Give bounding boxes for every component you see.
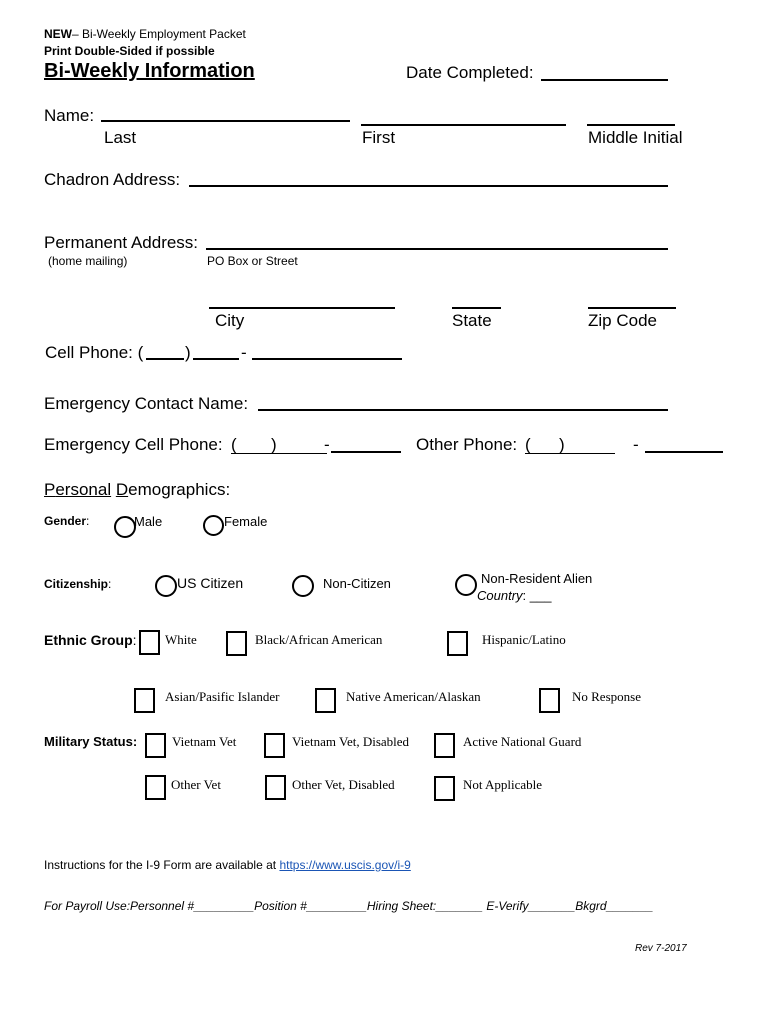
revision-note: Rev 7-2017 xyxy=(635,943,687,954)
i9-link[interactable]: https://www.uscis.gov/i-9 xyxy=(279,858,411,872)
gender-label: Gender: xyxy=(44,514,90,528)
country-label: Country: ___ xyxy=(477,588,552,603)
cell-prefix-field[interactable] xyxy=(193,358,239,360)
chadron-address-field[interactable] xyxy=(189,185,668,187)
state-field[interactable] xyxy=(452,307,501,309)
military-status-label: Military Status: xyxy=(44,734,138,749)
ethnic-asian-label: Asian/Pasific Islander xyxy=(165,689,280,704)
other-phone-label: Other Phone: xyxy=(416,435,518,454)
military-not-applicable-label: Not Applicable xyxy=(463,777,543,792)
military-vietnam-vet-disabled-checkbox[interactable] xyxy=(264,733,285,758)
citizenship-label: Citizenship: xyxy=(44,577,112,591)
emergency-contact-field[interactable] xyxy=(258,409,668,411)
city-field[interactable] xyxy=(209,307,395,309)
military-other-vet-checkbox[interactable] xyxy=(145,775,166,800)
citizenship-non-citizen-label: Non-Citizen xyxy=(323,576,391,591)
military-active-guard-label: Active National Guard xyxy=(463,734,582,749)
city-caption: City xyxy=(215,311,245,330)
military-other-vet-disabled-label: Other Vet, Disabled xyxy=(292,777,395,792)
gender-female-radio[interactable] xyxy=(203,515,224,536)
military-vietnam-vet-checkbox[interactable] xyxy=(145,733,166,758)
ethnic-asian-checkbox[interactable] xyxy=(134,688,155,713)
military-not-applicable-checkbox[interactable] xyxy=(434,776,455,801)
packet-title: – Bi-Weekly Employment Packet xyxy=(72,27,246,41)
cell-area-code-field[interactable] xyxy=(146,358,184,360)
date-completed-label: Date Completed: xyxy=(406,63,534,82)
citizenship-non-citizen-radio[interactable] xyxy=(292,575,314,597)
middle-initial-field[interactable] xyxy=(587,124,675,126)
citizenship-us-radio[interactable] xyxy=(155,575,177,597)
emergency-cell-number-field[interactable] xyxy=(331,451,401,453)
citizenship-non-resident-label: Non-Resident Alien xyxy=(481,571,593,586)
emergency-cell-close: ) xyxy=(271,435,277,454)
ethnic-white-checkbox[interactable] xyxy=(139,630,160,655)
gender-male-radio[interactable] xyxy=(114,516,136,538)
military-active-guard-checkbox[interactable] xyxy=(434,733,455,758)
ethnic-black-checkbox[interactable] xyxy=(226,631,247,656)
date-completed-field[interactable] xyxy=(541,79,668,81)
ethnic-no-response-checkbox[interactable] xyxy=(539,688,560,713)
other-phone-close: ) xyxy=(559,435,565,454)
cell-phone-label: Cell Phone: ( xyxy=(45,343,144,362)
other-phone-number-field[interactable] xyxy=(645,451,723,453)
ethnic-black-label: Black/African American xyxy=(255,632,383,647)
ethnic-no-response-label: No Response xyxy=(572,689,641,704)
last-name-caption: Last xyxy=(104,128,137,147)
emergency-cell-label: Emergency Cell Phone: xyxy=(44,435,223,454)
military-vietnam-vet-label: Vietnam Vet xyxy=(172,734,237,749)
print-note: Print Double-Sided if possible xyxy=(44,44,215,58)
emergency-cell-paren: ( xyxy=(231,435,237,454)
packet-header xyxy=(44,27,246,41)
chadron-address-label: Chadron Address: xyxy=(44,170,181,189)
ethnic-native-checkbox[interactable] xyxy=(315,688,336,713)
demographics-heading: Personal Demographics: xyxy=(44,480,231,499)
emergency-contact-label: Emergency Contact Name: xyxy=(44,394,249,413)
home-mailing-note: (home mailing) xyxy=(48,254,128,268)
permanent-address-label: Permanent Address: xyxy=(44,233,199,252)
po-box-caption: PO Box or Street xyxy=(207,254,298,268)
other-area-code-field[interactable] xyxy=(525,453,615,454)
zip-caption: Zip Code xyxy=(588,311,657,330)
emergency-cell-dash: - xyxy=(324,435,330,454)
zip-field[interactable] xyxy=(588,307,676,309)
ethnic-native-label: Native American/Alaskan xyxy=(346,689,481,704)
emergency-area-code-field[interactable] xyxy=(231,453,327,454)
military-other-vet-disabled-checkbox[interactable] xyxy=(265,775,286,800)
permanent-address-field[interactable] xyxy=(206,248,668,250)
other-phone-paren: ( xyxy=(525,435,531,454)
other-phone-dash: - xyxy=(633,435,639,454)
state-caption: State xyxy=(452,311,492,330)
middle-initial-caption: Middle Initial xyxy=(588,128,683,147)
gender-female-label: Female xyxy=(224,514,268,529)
citizenship-us-label: US Citizen xyxy=(177,575,244,591)
first-name-field[interactable] xyxy=(361,124,566,126)
last-name-field[interactable] xyxy=(101,120,350,122)
ethnic-group-label: Ethnic Group: xyxy=(44,632,137,648)
new-label: NEW xyxy=(44,27,72,41)
cell-phone-dash: - xyxy=(241,343,247,362)
payroll-use-line: For Payroll Use:Personnel #_________Position #_________Hiring Sheet:_______ E-Verify_______Bkgrd_______ xyxy=(44,899,654,913)
cell-phone-close: ) xyxy=(185,343,191,362)
citizenship-non-resident-radio[interactable] xyxy=(455,574,477,596)
form-title: Bi-Weekly Information xyxy=(44,60,255,82)
gender-male-label: Male xyxy=(134,514,163,529)
ethnic-hispanic-checkbox[interactable] xyxy=(447,631,468,656)
cell-number-field[interactable] xyxy=(252,358,402,360)
ethnic-white-label: White xyxy=(165,632,197,647)
military-other-vet-label: Other Vet xyxy=(171,777,221,792)
i9-instructions: Instructions for the I-9 Form are available at https://www.uscis.gov/i-9 xyxy=(44,858,411,872)
ethnic-hispanic-label: Hispanic/Latino xyxy=(482,632,566,647)
first-name-caption: First xyxy=(362,128,396,147)
military-vietnam-vet-disabled-label: Vietnam Vet, Disabled xyxy=(292,734,410,749)
name-label: Name: xyxy=(44,106,95,125)
